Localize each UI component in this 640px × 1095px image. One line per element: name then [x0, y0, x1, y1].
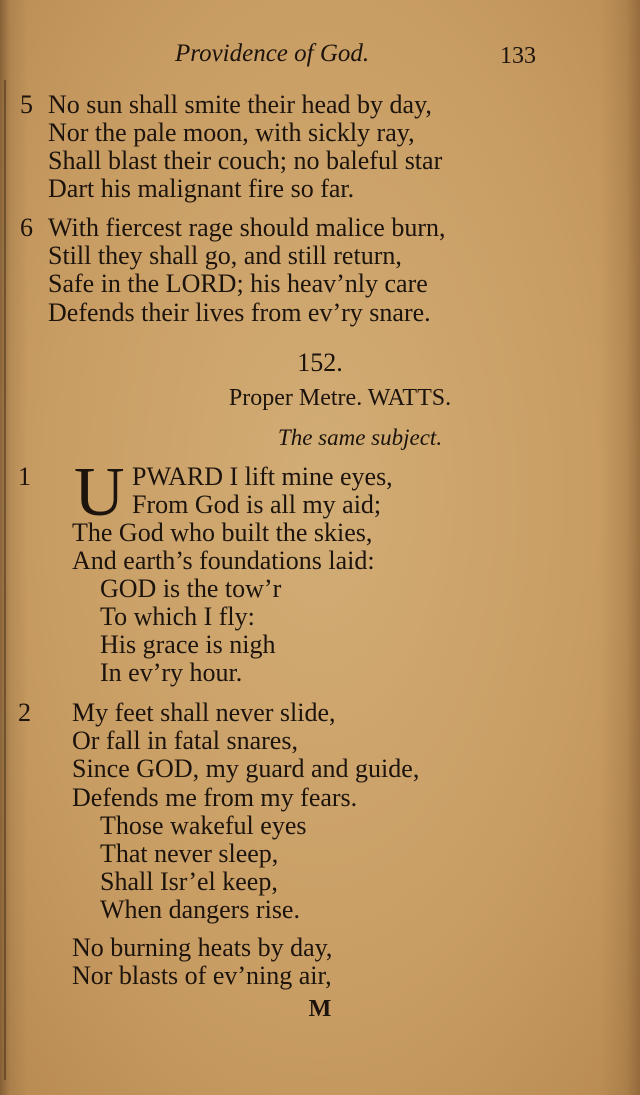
verse-line: With fiercest rage should malice burn,: [48, 213, 446, 242]
verse-line: Dart his malignant fire so far.: [48, 174, 355, 203]
verse-line: From God is all my aid;: [132, 490, 382, 519]
verse-line: Or fall in fatal snares,: [72, 726, 298, 755]
verse-line: GOD is the tow’r: [100, 574, 282, 603]
verse-line: In ev’ry hour.: [100, 658, 243, 687]
verse-line: Safe in the LORD; his heav’nly care: [48, 269, 428, 298]
verse-line: Shall blast their couch; no baleful star: [48, 146, 443, 175]
gutter-shadow: [4, 80, 6, 1080]
stanza-number: 6: [20, 213, 33, 242]
running-title: Providence of God.: [175, 40, 370, 67]
verse-line: When dangers rise.: [100, 895, 300, 924]
hymn-metre: Proper Metre. WATTS.: [228, 385, 452, 411]
verse-line: PWARD I lift mine eyes,: [132, 462, 393, 491]
verse-line: His grace is nigh: [100, 630, 276, 659]
verse-line: Defends their lives from ev’ry snare.: [48, 298, 431, 327]
verse-line: No sun shall smite their head by day,: [48, 90, 432, 119]
hymn-subject: The same subject.: [277, 425, 443, 450]
stanza-number: 5: [20, 90, 33, 119]
verse-line: Nor the pale moon, with sickly ray,: [48, 118, 415, 147]
drop-cap: U: [74, 454, 125, 531]
verse-line: Nor blasts of ev’ning air,: [72, 961, 332, 990]
hymn-number: 152.: [297, 348, 343, 377]
verse-line: Since GOD, my guard and guide,: [72, 754, 420, 783]
verse-line: Those wakeful eyes: [100, 811, 307, 840]
page-number: 133: [500, 43, 536, 69]
verse-line: Shall Isr’el keep,: [100, 867, 278, 896]
verse-line: The God who built the skies,: [72, 518, 373, 547]
verse-number: 1: [18, 462, 31, 491]
verse-number: 2: [18, 698, 31, 727]
verse-line: Still they shall go, and still return,: [48, 241, 402, 270]
verse-line: To which I fly:: [100, 602, 255, 631]
verse-line: No burning heats by day,: [72, 933, 333, 962]
signature-mark: M: [308, 996, 332, 1022]
verse-line: And earth’s foundations laid:: [72, 546, 375, 575]
verse-line: My feet shall never slide,: [72, 698, 336, 727]
verse-line: Defends me from my fears.: [72, 783, 358, 812]
verse-line: That never sleep,: [100, 839, 279, 868]
